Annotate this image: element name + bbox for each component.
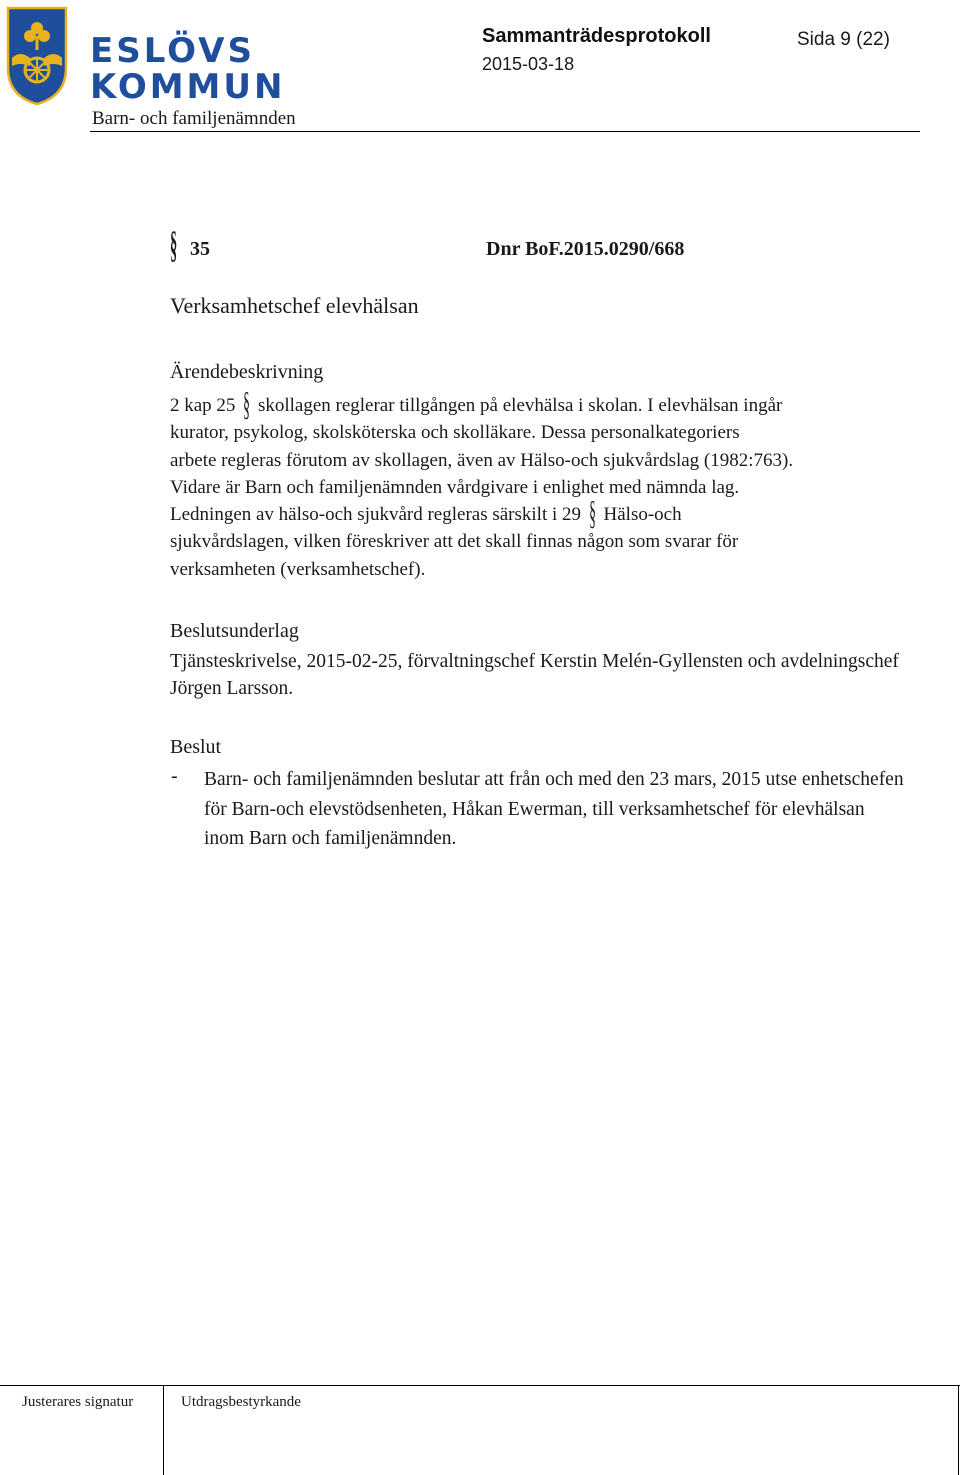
description-text: 2 kap 25	[170, 395, 241, 416]
case-number: Dnr BoF.2015.0290/668	[486, 238, 685, 260]
description-text: Ledningen av hälso-och sjukvård regleras särskilt i 29	[170, 504, 586, 526]
basis-body: Tjänsteskrivelse, 2015-02-25, förvaltningschef Kerstin Melén-Gyllensten och avdelningschef Jörgen Larsson.	[170, 651, 899, 699]
meeting-date: 2015-03-18	[482, 54, 575, 74]
extract-certification-label: Utdragsbestyrkande	[181, 1394, 301, 1410]
footer-divider	[0, 1385, 960, 1386]
description-line: sjukvårdslagen, vilken föreskriver att det skall finnas någon som svarar för	[170, 531, 739, 553]
footer-column-divider	[958, 1385, 959, 1475]
decision-heading: Beslut	[170, 736, 222, 758]
item-title: Verksamhetschef elevhälsan	[170, 293, 419, 318]
decision-bullet: -	[171, 765, 178, 787]
footer-column-divider	[163, 1385, 164, 1475]
page-indicator: Sida 9 (22)	[797, 29, 890, 50]
description-line: verksamheten (verksamhetschef).	[170, 558, 426, 580]
signature-label: Justerares signatur	[22, 1394, 134, 1410]
description-heading: Ärendebeskrivning	[170, 361, 324, 383]
paragraph-number: 35	[190, 238, 210, 260]
description-line: Ledningen av hälso-och sjukvård regleras särskilt i 29 § Hälso-och	[170, 495, 682, 533]
document-title: Sammanträdesprotokoll	[482, 25, 711, 47]
description-line: kurator, psykolog, skolsköterska och skolläkare. Dessa personalkategoriers	[170, 422, 740, 444]
coat-of-arms-icon	[6, 6, 68, 106]
description-text: skollagen reglerar tillgången på elevhälsa i skolan. I elevhälsan ingår	[253, 395, 783, 416]
basis-heading: Beslutsunderlag	[170, 620, 299, 642]
description-line: 2 kap 25 § skollagen reglerar tillgången på elevhälsa i skolan. I elevhälsan ingår	[170, 386, 783, 423]
logo-text-line1: ESLÖVS	[90, 31, 255, 71]
logo-text-line2: KOMMUN	[90, 67, 286, 107]
description-line: arbete regleras förutom av skollagen, även av Hälso-och sjukvårdslag (1982:763).	[170, 449, 794, 471]
header-divider	[90, 131, 920, 132]
description-line: Vidare är Barn och familjenämnden vårdgivare i enlighet med nämnda lag.	[170, 476, 740, 498]
decision-body: Barn- och familjenämnden beslutar att från och med den 23 mars, 2015 utse enhetschefen för Barn-och elevstödsenheten, Håkan Ewerman, till verksamhetschef för elevhälsan inom Barn och familjenämnden.	[204, 769, 904, 849]
description-body	[170, 386, 910, 583]
section-sign-icon: §	[170, 224, 178, 266]
committee-name: Barn- och familjenämnden	[92, 108, 296, 129]
description-text: Hälso-och	[598, 504, 682, 526]
